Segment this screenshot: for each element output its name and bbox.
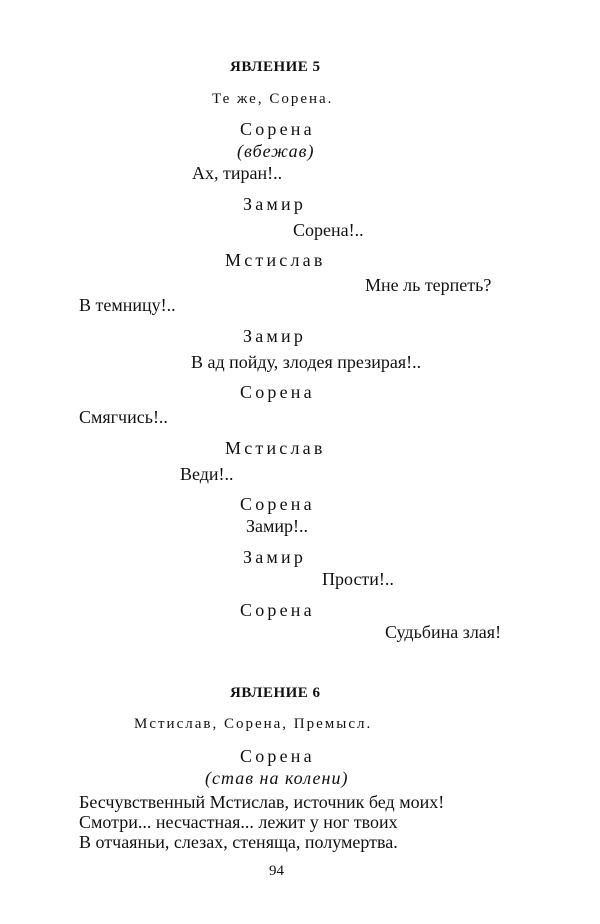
scene-6-heading: ЯВЛЕНИЕ 6 [230, 685, 321, 701]
speaker-sorena: Сорена [240, 600, 315, 620]
dialogue-line: Сорена!.. [293, 220, 364, 240]
page-number: 94 [269, 863, 284, 879]
dialogue-line: Мне ль терпеть? [365, 275, 492, 295]
speaker-mstislav: Мстислав [225, 438, 326, 458]
dialogue-line: Замир!.. [246, 516, 309, 536]
scene-5-cast: Те же, Сорена. [212, 91, 334, 107]
dialogue-line: Веди!.. [180, 464, 234, 484]
speaker-mstislav: Мстислав [225, 250, 326, 270]
dialogue-line: Ах, тиран!.. [192, 163, 283, 183]
dialogue-line: Смягчись!.. [79, 407, 168, 427]
verse-line: В отчаяньи, слезах, стеняща, полумертва. [79, 832, 398, 852]
dialogue-line: Судьбина злая! [385, 622, 502, 642]
stage-direction: (вбежав) [237, 141, 315, 161]
scene-6-cast: Мстислав, Сорена, Премысл. [134, 716, 373, 732]
speaker-sorena: Сорена [240, 382, 315, 402]
scene-5-heading: ЯВЛЕНИЕ 5 [230, 59, 321, 75]
speaker-zamir: Замир [243, 194, 307, 214]
verse-line: Бесчувственный Мстислав, источник бед моих! [79, 792, 445, 812]
dialogue-line: Прости!.. [322, 569, 394, 589]
dialogue-line: В ад пойду, злодея презирая!.. [191, 352, 422, 372]
verse-line: Смотри... несчастная... лежит у ног твоих [79, 812, 398, 832]
speaker-zamir: Замир [243, 326, 307, 346]
speaker-sorena: Сорена [240, 119, 315, 139]
stage-direction: (став на колени) [205, 768, 349, 788]
speaker-sorena: Сорена [240, 746, 315, 766]
dialogue-line: В темницу!.. [79, 295, 176, 315]
speaker-sorena: Сорена [240, 494, 315, 514]
speaker-zamir: Замир [243, 547, 307, 567]
